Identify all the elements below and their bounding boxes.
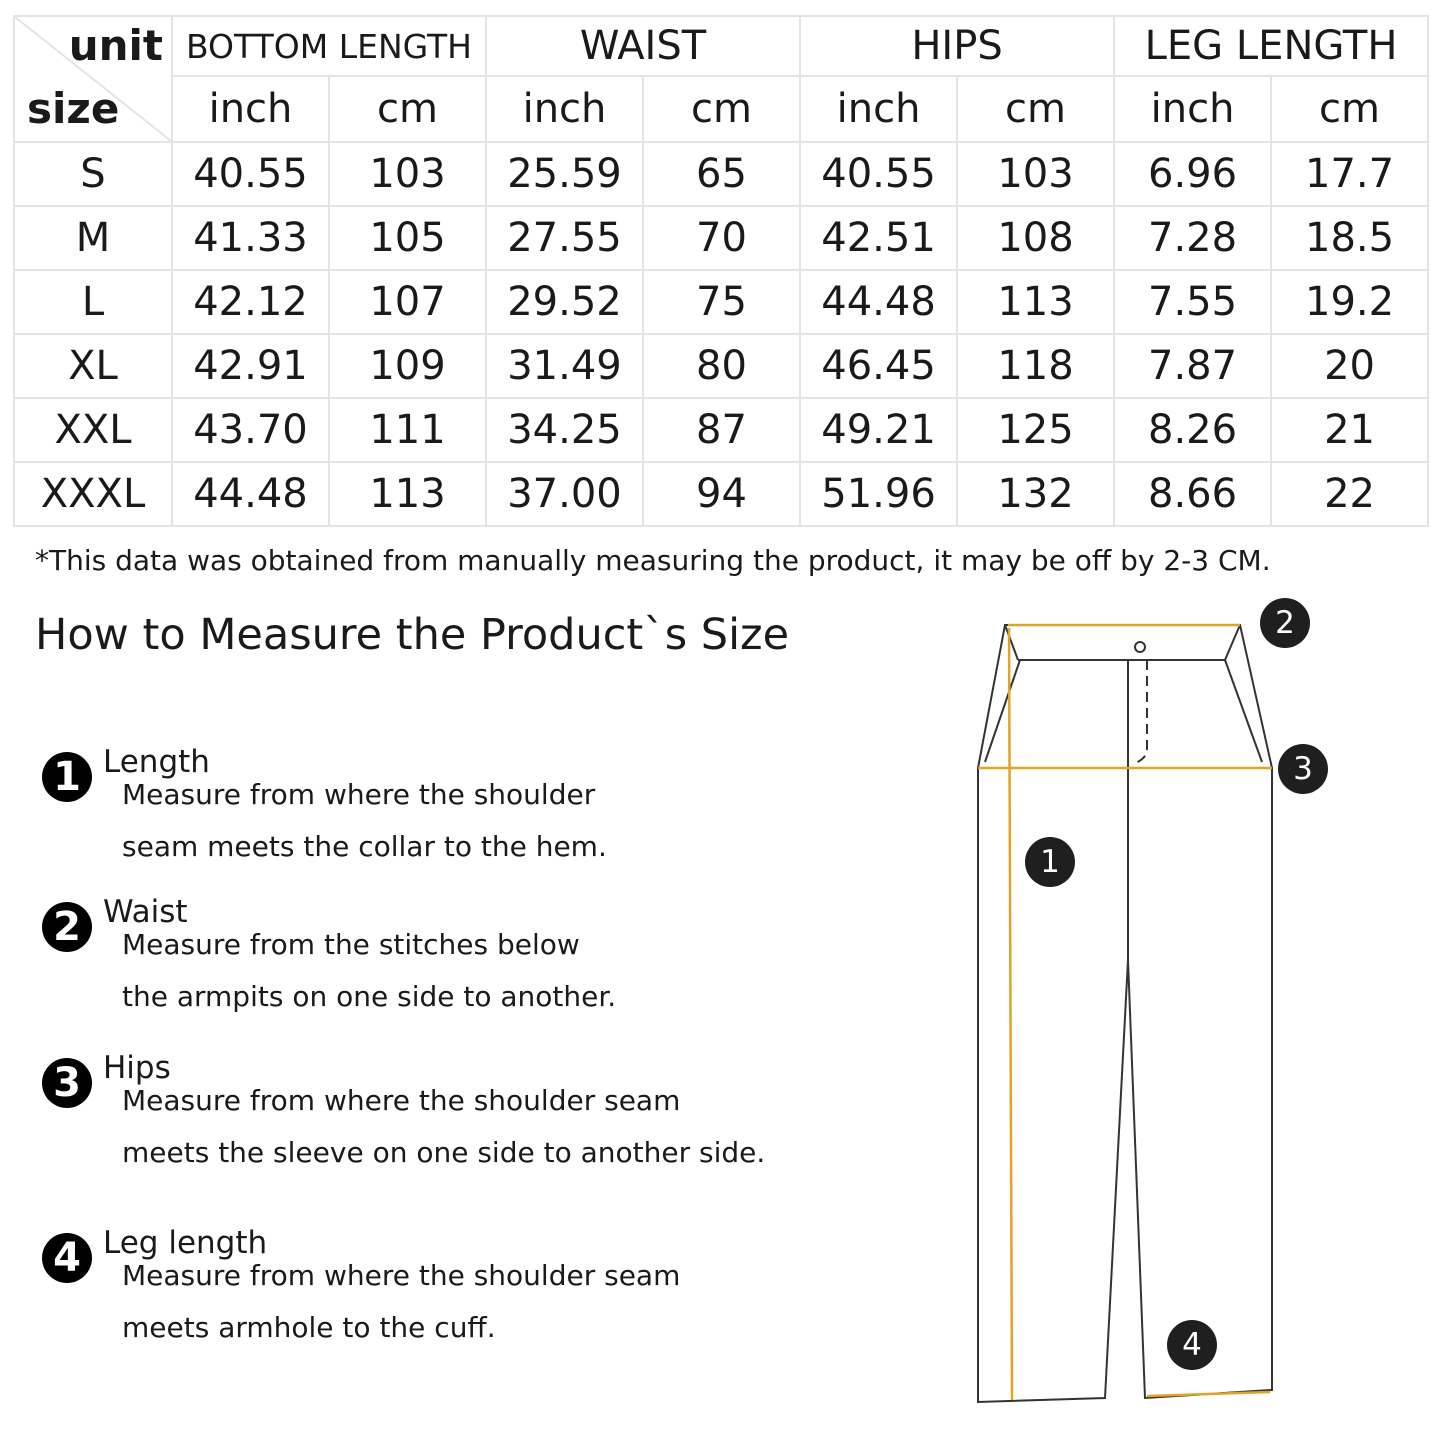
size-label: XXL [14,398,172,462]
table-cell: 49.21 [800,398,957,462]
table-cell: 75 [643,270,800,334]
subheader-inch: inch [800,76,957,142]
table-cell: 42.91 [172,334,329,398]
table-cell: 87 [643,398,800,462]
step-number-4-icon: 4 [42,1233,92,1283]
table-cell: 46.45 [800,334,957,398]
step-number-1-icon: 1 [42,752,92,802]
table-row [14,462,1428,526]
table-cell: 18.5 [1271,206,1428,270]
pants-diagram [960,590,1320,1410]
pants-outline-icon [960,590,1320,1410]
table-row [14,334,1428,398]
table-cell: 29.52 [486,270,643,334]
step-description: Measure from where the shoulder [122,778,596,811]
table-cell: 17.7 [1271,142,1428,206]
size-label: XL [14,334,172,398]
table-corner-cell [14,16,172,142]
step-description: the armpits on one side to another. [122,980,617,1013]
table-cell: 19.2 [1271,270,1428,334]
table-cell: 34.25 [486,398,643,462]
badge-4-icon: 4 [1167,1320,1217,1370]
step-description: Measure from where the shoulder seam [122,1084,681,1117]
step-title: Waist [103,894,188,930]
table-cell: 31.49 [486,334,643,398]
corner-size-label: size [27,84,120,133]
measurement-note: *This data was obtained from manually measuring the product, it may be off by 2-3 CM. [35,544,1271,577]
subheader-inch: inch [172,76,329,142]
header-bottom-length: BOTTOM LENGTH [172,16,486,76]
table-cell: 44.48 [172,462,329,526]
header-hips: HIPS [800,16,1114,76]
table-cell: 22 [1271,462,1428,526]
step-description: Measure from the stitches below [122,928,580,961]
header-leg-length: LEG LENGTH [1114,16,1428,76]
table-cell: 108 [957,206,1114,270]
badge-2-icon: 2 [1260,598,1310,648]
table-cell: 43.70 [172,398,329,462]
table-cell: 113 [957,270,1114,334]
table-cell: 113 [329,462,486,526]
howto-title: How to Measure the Product`s Size [35,610,790,660]
table-cell: 7.28 [1114,206,1271,270]
table-cell: 109 [329,334,486,398]
step-description: meets the sleeve on one side to another side. [122,1136,766,1169]
step-title: Length [103,744,210,780]
corner-unit-label: unit [68,21,163,70]
step-title: Hips [103,1050,171,1086]
table-row [14,206,1428,270]
table-cell: 132 [957,462,1114,526]
table-cell: 103 [329,142,486,206]
table-cell: 42.51 [800,206,957,270]
table-cell: 40.55 [800,142,957,206]
table-cell: 7.87 [1114,334,1271,398]
table-cell: 41.33 [172,206,329,270]
size-label: XXXL [14,462,172,526]
table-cell: 21 [1271,398,1428,462]
subheader-cm: cm [329,76,486,142]
table-cell: 70 [643,206,800,270]
table-cell: 42.12 [172,270,329,334]
table-cell: 125 [957,398,1114,462]
step-description: seam meets the collar to the hem. [122,830,607,863]
badge-3-icon: 3 [1278,744,1328,794]
table-cell: 7.55 [1114,270,1271,334]
table-cell: 25.59 [486,142,643,206]
subheader-inch: inch [1114,76,1271,142]
table-cell: 105 [329,206,486,270]
table-row [14,398,1428,462]
table-cell: 40.55 [172,142,329,206]
table-cell: 118 [957,334,1114,398]
table-cell: 107 [329,270,486,334]
table-cell: 8.26 [1114,398,1271,462]
step-number-2-icon: 2 [42,902,92,952]
subheader-cm: cm [957,76,1114,142]
table-cell: 111 [329,398,486,462]
table-cell: 94 [643,462,800,526]
table-row [14,270,1428,334]
step-description: Measure from where the shoulder seam [122,1259,681,1292]
table-cell: 44.48 [800,270,957,334]
table-cell: 103 [957,142,1114,206]
table-cell: 65 [643,142,800,206]
table-cell: 37.00 [486,462,643,526]
step-title: Leg length [103,1225,268,1261]
table-cell: 20 [1271,334,1428,398]
subheader-cm: cm [1271,76,1428,142]
table-cell: 8.66 [1114,462,1271,526]
table-cell: 6.96 [1114,142,1271,206]
step-description: meets armhole to the cuff. [122,1311,496,1344]
size-chart-table [13,15,1429,527]
table-cell: 51.96 [800,462,957,526]
table-row [14,142,1428,206]
subheader-cm: cm [643,76,800,142]
subheader-inch: inch [486,76,643,142]
size-label: S [14,142,172,206]
size-label: M [14,206,172,270]
step-number-3-icon: 3 [42,1058,92,1108]
table-cell: 27.55 [486,206,643,270]
header-waist: WAIST [486,16,800,76]
size-label: L [14,270,172,334]
badge-1-icon: 1 [1025,837,1075,887]
table-cell: 80 [643,334,800,398]
